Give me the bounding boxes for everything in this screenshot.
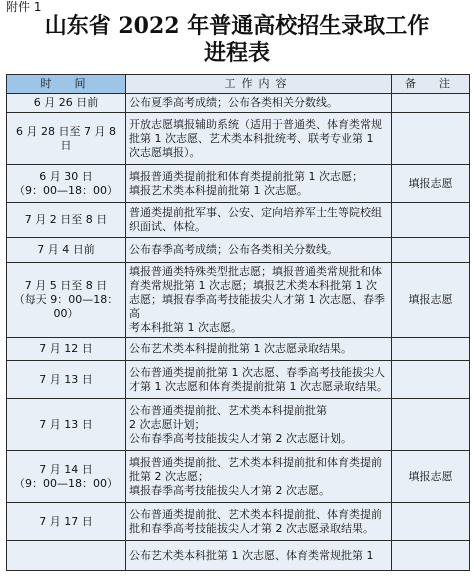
note-cell[interactable] [392,238,470,263]
time-cell[interactable] [7,113,126,165]
content-line: 育类常规批第 1 次志愿；填报艺术类本科批第 1 次 [129,279,377,292]
time-line: 7 月 2 日至 8 日 [24,213,108,226]
time-cell[interactable] [7,338,126,361]
table-row [7,113,470,165]
time-cell[interactable] [7,541,126,571]
time-cell[interactable] [7,503,126,541]
content-cell[interactable] [126,203,392,238]
table-row [7,203,470,238]
content-line: 开放志愿填报辅助系统（适用于普通类、体育类常规 [129,117,382,131]
content-cell[interactable] [126,338,392,361]
content-cell[interactable] [126,263,392,338]
time-cell[interactable] [7,238,126,263]
content-line: 填报普通类特殊类型批志愿；填报普通类常规批和体 [129,265,382,278]
content-line: 普通类提前批军事、公安、定向培养军士生等院校组 [129,206,382,219]
table-header-row [7,75,470,94]
note-cell[interactable]: 填报志愿 [392,451,470,503]
content-cell[interactable] [126,94,392,113]
time-line: 7 月 13 日 [39,372,93,386]
content-cell[interactable] [126,238,392,263]
note-cell[interactable] [392,113,470,165]
content-line: 2 次志愿计划； [129,417,206,431]
time-line: （9：00—18：00） [14,476,118,490]
header-time[interactable]: 时 间 [7,75,126,94]
content-line: 考本科批第 1 次志愿。 [129,321,242,334]
time-cell[interactable] [7,94,126,113]
table-row [7,399,470,451]
note-cell[interactable] [392,203,470,238]
note-cell[interactable] [392,503,470,541]
time-line: （9：00—18：00） [14,183,118,197]
content-line: 公布艺术类本科提前批第 1 次志愿录取结果。 [129,342,352,355]
table-row [7,361,470,399]
content-cell[interactable] [126,165,392,203]
table-row [7,338,470,361]
note-cell[interactable] [392,541,470,571]
content-line: 公布普通类提前批、艺术类本科提前批、体育类提前 [129,507,382,521]
note-cell[interactable] [392,361,470,399]
time-line: 6 月 30 日 [39,169,93,183]
table-row [7,451,470,503]
content-cell[interactable] [126,113,392,165]
content-line: 填报艺术类本科提前批第 1 次志愿。 [129,183,308,197]
time-line: 7 月 13 日 [39,417,93,431]
time-cell[interactable] [7,399,126,451]
content-cell[interactable] [126,361,392,399]
table-row [7,503,470,541]
note-cell[interactable] [392,338,470,361]
time-line: 7 月 5 日至 8 日 [24,279,108,292]
content-line: 次志愿填报）。 [129,145,201,159]
time-line: 6 月 28 日至 7 月 8 日 [16,124,116,152]
time-line: 7 月 17 日 [39,514,93,528]
time-cell[interactable] [7,263,126,338]
table-row [7,541,470,571]
time-cell[interactable] [7,361,126,399]
document-subtitle: 进程表 [203,40,270,66]
header-note[interactable]: 备 注 [392,75,470,94]
note-cell[interactable] [392,399,470,451]
note-cell[interactable]: 填报志愿 [392,263,470,338]
content-line: 填报普通类提前批、艺术类本科提前批和体育类提前 [129,455,382,469]
content-cell[interactable] [126,399,392,451]
time-cell[interactable] [7,165,126,203]
time-line: 7 月 4 日前 [37,243,95,256]
note-cell[interactable] [392,94,470,113]
document-title: 山东省 2022 年普通高校招生录取工作 [44,13,430,39]
table-row [7,94,470,113]
content-cell[interactable] [126,541,392,571]
content-line: 公布春季高考成绩；公布各类相关分数线。 [129,243,338,256]
content-line: 才第 1 次志愿和体育类提前批第 1 次志愿录取结果。 [129,379,388,393]
content-line: 批和春季高考技能拔尖人才第 2 次志愿录取结果。 [129,521,374,535]
time-line: 7 月 12 日 [39,342,93,355]
time-line: 6 月 26 日前 [33,96,99,109]
content-line: 织面试、体检。 [129,220,206,233]
table-row [7,238,470,263]
content-line: 志愿；填报春季高考技能拔尖人才第 1 次志愿、春季高 [129,293,385,320]
table-row [7,165,470,203]
content-line: 填报春季高考技能拔尖人才第 2 次志愿。 [129,483,330,497]
time-cell[interactable] [7,203,126,238]
time-cell[interactable] [7,451,126,503]
note-cell[interactable]: 填报志愿 [392,165,470,203]
content-line: 公布艺术类本科批第 1 次志愿、体育类常规批第 1 [129,548,374,562]
content-cell[interactable] [126,503,392,541]
content-cell[interactable] [126,451,392,503]
header-content[interactable]: 工作内容 [126,75,392,94]
content-line: 填报普通类提前批和体育类提前批第 1 次志愿； [129,169,363,183]
content-line: 批第 1 次志愿、艺术类本科批统考、联考专业第 1 [129,131,374,145]
content-line: 公布普通类提前批第 1 次志愿、春季高考技能拔尖人 [129,365,385,379]
time-line: （每天 9：00—18：00） [13,293,119,320]
schedule-table [6,74,470,571]
time-line: 7 月 14 日 [39,462,93,476]
content-line: 批第 2 次志愿； [129,469,209,483]
table-row [7,263,470,338]
attachment-label: 附件 1 [6,0,42,14]
content-line: 公布普通类提前批、艺术类本科提前批第 [129,403,327,417]
content-line: 公布春季高考技能拔尖人才第 2 次志愿计划。 [129,431,352,445]
content-line: 公布夏季高考成绩；公布各类相关分数线。 [129,96,338,109]
